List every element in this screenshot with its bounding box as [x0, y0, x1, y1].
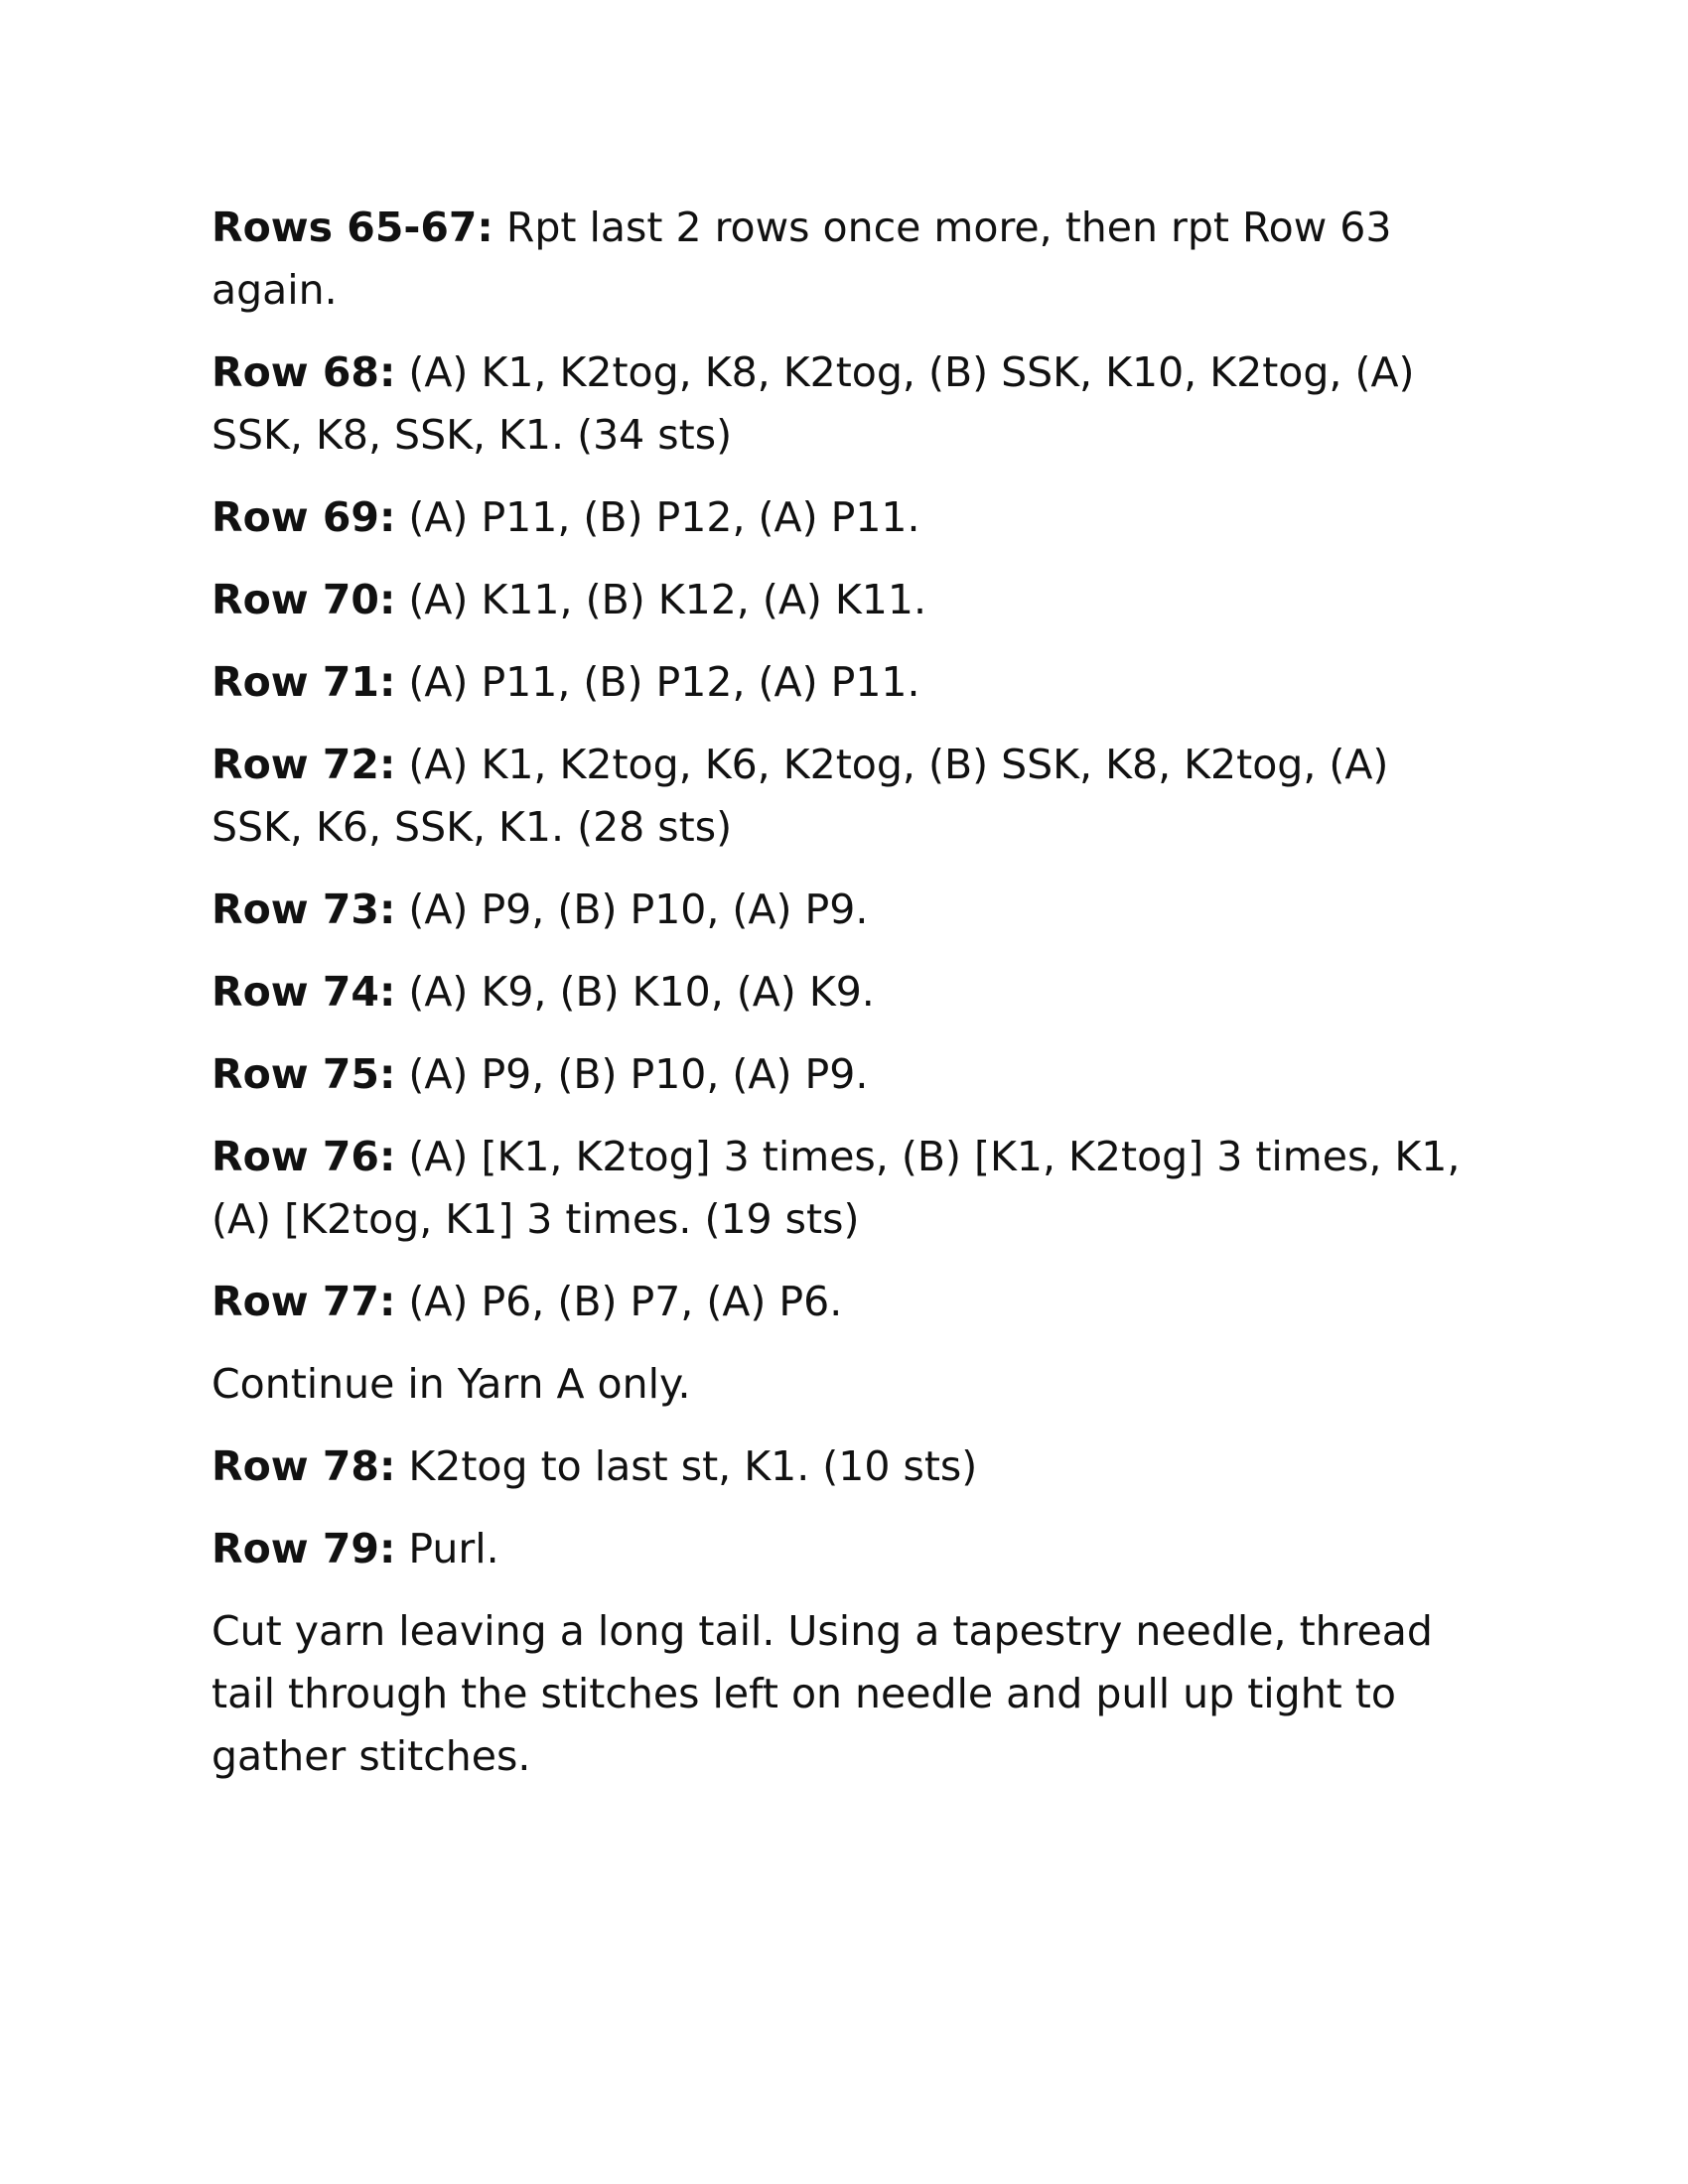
row-70 — [211, 569, 1492, 631]
row-label: Row 71: — [211, 658, 396, 706]
row-73 — [211, 879, 1492, 941]
row-text: (A) P6, (B) P7, (A) P6. — [395, 1278, 843, 1325]
row-label: Rows 65-67: — [211, 204, 493, 251]
pattern-instructions — [211, 197, 1492, 1808]
row-label: Row 70: — [211, 576, 396, 623]
row-text: (A) P9, (B) P10, (A) P9. — [395, 886, 869, 933]
row-77 — [211, 1271, 1492, 1333]
row-label: Row 68: — [211, 348, 396, 396]
finishing-instructions — [211, 1600, 1492, 1788]
row-label: Row 74: — [211, 968, 396, 1016]
row-text: (A) P11, (B) P12, (A) P11. — [395, 493, 920, 541]
row-text: Purl. — [395, 1525, 499, 1572]
row-72 — [211, 734, 1492, 859]
row-74 — [211, 961, 1492, 1024]
row-label: Row 78: — [211, 1442, 396, 1490]
continue-note — [211, 1353, 1492, 1416]
row-text: (A) K1, K2tog, K8, K2tog, (B) SSK, K10, K2tog, (A) SSK, K8, SSK, K1. (34 sts) — [211, 348, 1415, 459]
finishing-text: Cut yarn leaving a long tail. Using a tapestry needle, thread tail through the stitches left on needle and pull up tight to gather stitches. — [211, 1607, 1433, 1780]
row-71 — [211, 651, 1492, 714]
row-text: K2tog to last st, K1. (10 sts) — [395, 1442, 978, 1490]
row-79 — [211, 1518, 1492, 1580]
row-text: (A) K1, K2tog, K6, K2tog, (B) SSK, K8, K2tog, (A) SSK, K6, SSK, K1. (28 sts) — [211, 741, 1389, 851]
row-text: (A) K11, (B) K12, (A) K11. — [395, 576, 927, 623]
row-label: Row 69: — [211, 493, 396, 541]
row-text: (A) K9, (B) K10, (A) K9. — [395, 968, 875, 1016]
row-label: Row 73: — [211, 886, 396, 933]
row-76 — [211, 1126, 1492, 1251]
row-69 — [211, 486, 1492, 549]
row-text: (A) P11, (B) P12, (A) P11. — [395, 658, 920, 706]
row-label: Row 77: — [211, 1278, 396, 1325]
row-text: Rpt last 2 rows once more, then rpt Row 63 again. — [211, 204, 1392, 314]
row-text: (A) [K1, K2tog] 3 times, (B) [K1, K2tog] 3 times, K1, (A) [K2tog, K1] 3 times. (19 sts) — [211, 1133, 1461, 1243]
row-68 — [211, 341, 1492, 467]
row-78 — [211, 1435, 1492, 1498]
row-label: Row 72: — [211, 741, 396, 788]
row-text: (A) P9, (B) P10, (A) P9. — [395, 1050, 869, 1098]
row-label: Row 76: — [211, 1133, 396, 1180]
row-label: Row 75: — [211, 1050, 396, 1098]
note-text: Continue in Yarn A only. — [211, 1360, 691, 1408]
row-label: Row 79: — [211, 1525, 396, 1572]
row-65-67 — [211, 197, 1492, 322]
row-75 — [211, 1043, 1492, 1106]
